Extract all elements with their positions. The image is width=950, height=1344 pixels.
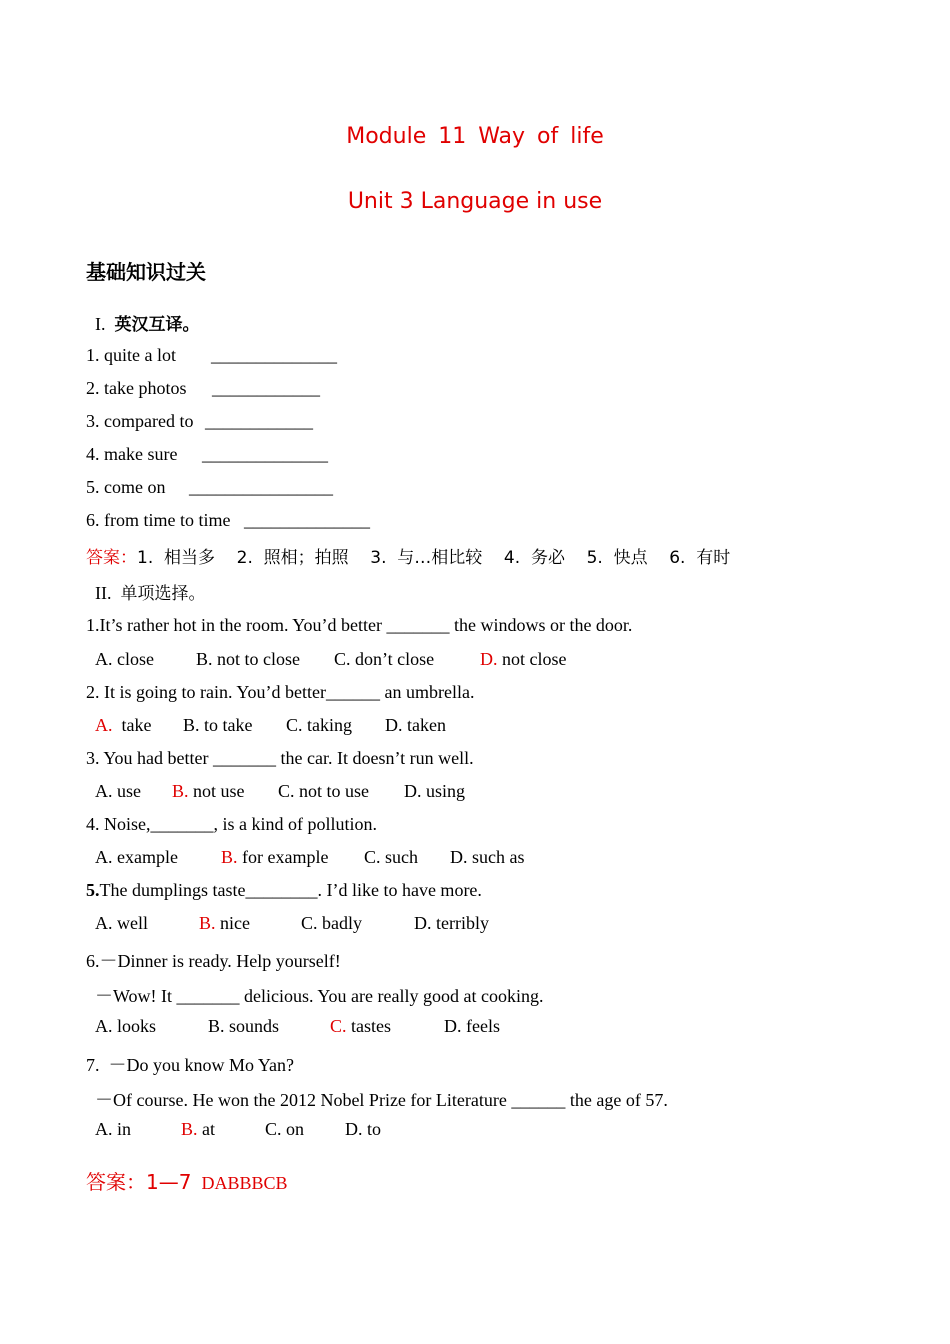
option-a: A. in [95, 1119, 132, 1139]
part2-title: 单项选择。 [120, 584, 206, 604]
answer-blank: ______________ [211, 345, 337, 365]
answer-label: 答案： [86, 548, 137, 568]
options-row [0, 913, 950, 937]
vocab-prompt: 4. make sure [86, 444, 178, 464]
option-c: C. don’t close [334, 649, 435, 669]
option-a: A. looks [95, 1016, 157, 1036]
option-a: A. well [95, 913, 148, 933]
answer-blank: ______________ [202, 444, 328, 464]
question-stem-reply: －Of course. He won the 2012 Nobel Prize for Literature ______ the age of 57. [95, 1090, 668, 1110]
vocab-prompt: 5. come on [86, 477, 166, 497]
section-heading: 基础知识过关 [86, 260, 206, 284]
option-b: B. not use [172, 781, 245, 801]
vocab-item [86, 444, 328, 465]
vocab-prompt: 2. take photos [86, 378, 187, 398]
option-c: C. taking [286, 715, 353, 735]
answer-blank: ________________ [189, 477, 333, 497]
answer-blank: ______________ [244, 510, 370, 530]
option-a: A. example [95, 847, 178, 867]
options-row [0, 1119, 950, 1143]
part1-heading [95, 310, 200, 335]
option-b: B. at [181, 1119, 216, 1139]
question-stem: 1.It’s rather hot in the room. You’d better _______ the windows or the door. [86, 615, 633, 635]
question-stem: 4. Noise,_______, is a kind of pollution. [86, 814, 377, 834]
option-b: B. not to close [196, 649, 301, 669]
options-row [0, 715, 950, 739]
option-a: A. take [95, 715, 152, 735]
option-a: A. use [95, 781, 141, 801]
option-d: D. such as [450, 847, 525, 867]
option-d: D. taken [385, 715, 446, 735]
answer-text: DABBBCB [201, 1173, 288, 1193]
vocab-prompt: 1. quite a lot [86, 345, 176, 365]
vocab-item [86, 378, 320, 399]
question-stem: 6.－Dinner is ready. Help yourself! [86, 951, 341, 971]
option-c: C. such [364, 847, 419, 867]
vocab-item [86, 411, 313, 432]
option-b: B. nice [199, 913, 250, 933]
option-d: D. using [404, 781, 466, 801]
part1-answer [86, 543, 730, 568]
module-title: Module 11 Way of life [346, 124, 604, 149]
unit-subtitle: Unit 3 Language in use [347, 189, 603, 214]
answer-label: 答案：1—7 [86, 1170, 192, 1194]
part2-label: II. [95, 583, 112, 603]
question-stem: 7. －Do you know Mo Yan? [86, 1055, 295, 1075]
option-c: C. tastes [330, 1016, 392, 1036]
options-row [0, 847, 950, 871]
vocab-item [86, 510, 370, 531]
option-b: B. for example [221, 847, 329, 867]
option-c: C. on [265, 1119, 305, 1139]
option-d: D. to [345, 1119, 382, 1139]
options-row [0, 649, 950, 673]
question-number: 5. [86, 880, 100, 900]
option-a: A. close [95, 649, 154, 669]
options-row [0, 781, 950, 805]
part2-answer [86, 1166, 287, 1195]
question-stem [86, 880, 482, 901]
question-stem: 2. It is going to rain. You’d better______ an umbrella. [86, 682, 475, 702]
option-d: D. not close [480, 649, 567, 669]
vocab-item [86, 345, 337, 366]
question-stem: 3. You had better _______ the car. It doesn’t run well. [86, 748, 474, 768]
option-c: C. badly [301, 913, 363, 933]
options-row [0, 1016, 950, 1040]
option-c: C. not to use [278, 781, 370, 801]
part1-label: I. [95, 314, 106, 334]
option-d: D. feels [444, 1016, 500, 1036]
part1-title: 英汉互译。 [114, 315, 200, 335]
answer-blank: ____________ [212, 378, 320, 398]
vocab-prompt: 6. from time to time [86, 510, 231, 530]
vocab-prompt: 3. compared to [86, 411, 194, 431]
option-b: B. to take [183, 715, 253, 735]
question-stem-reply: －Wow! It _______ delicious. You are really good at cooking. [95, 986, 544, 1006]
answer-blank: ____________ [205, 411, 313, 431]
question-text: The dumplings taste________. I’d like to have more. [99, 880, 482, 900]
option-b: B. sounds [208, 1016, 280, 1036]
part2-heading [95, 579, 206, 604]
answer-text: 1. 相当多 2. 照相；拍照 3. 与…相比较 4. 务必 5. 快点 6. 有时 [137, 548, 731, 568]
vocab-item [86, 477, 333, 498]
option-d: D. terribly [414, 913, 489, 933]
